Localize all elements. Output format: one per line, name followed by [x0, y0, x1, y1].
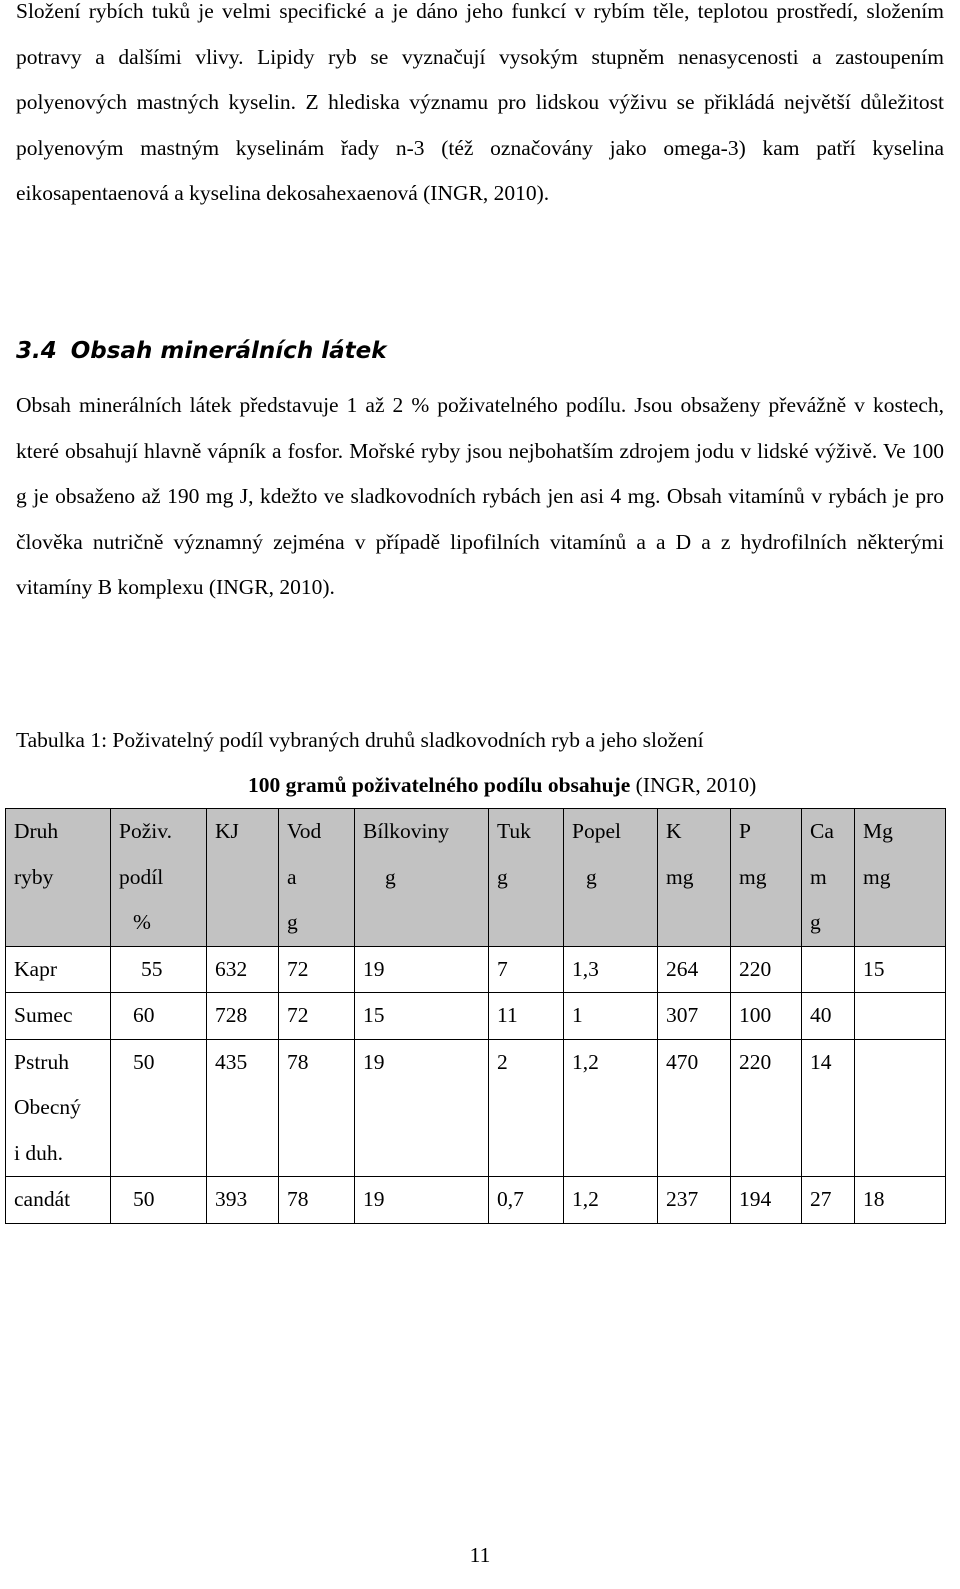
header-popel: Popel g	[564, 809, 658, 947]
header-p: P mg	[731, 809, 802, 947]
table-cell: 19	[355, 1039, 489, 1177]
table-cell: 14	[802, 1039, 855, 1177]
page-number: 11	[469, 1543, 491, 1567]
table-cell: 27	[802, 1177, 855, 1224]
table-cell: 15	[855, 946, 946, 993]
table-cell: 2	[489, 1039, 564, 1177]
section-number: 3.4	[16, 338, 57, 364]
table-cell: 1,3	[564, 946, 658, 993]
section-title: Obsah minerálních látek	[70, 338, 387, 364]
header-tuk: Tuk g	[489, 809, 564, 947]
table-cell: 72	[279, 993, 355, 1040]
header-ca: Ca m g	[802, 809, 855, 947]
table-cell: 40	[802, 993, 855, 1040]
table-cell: 15	[355, 993, 489, 1040]
table-cell: 307	[658, 993, 731, 1040]
table-cell: 393	[207, 1177, 279, 1224]
table-cell: 1,2	[564, 1177, 658, 1224]
table-cell: 264	[658, 946, 731, 993]
fish-name-cell: Kapr	[6, 946, 111, 993]
table-cell	[855, 1039, 946, 1177]
fish-name-cell: Sumec	[6, 993, 111, 1040]
table-cell: 78	[279, 1039, 355, 1177]
table-cell: 728	[207, 993, 279, 1040]
table-cell: 18	[855, 1177, 946, 1224]
fish-name-cell: Pstruh Obecný i duh.	[6, 1039, 111, 1177]
table-cell: 19	[355, 946, 489, 993]
table-cell: 1	[564, 993, 658, 1040]
table-row	[6, 946, 946, 993]
composition-table	[5, 808, 946, 1224]
table-cell: 78	[279, 1177, 355, 1224]
table-row	[6, 993, 946, 1040]
minerals-paragraph: Obsah minerálních látek představuje 1 až 2 % poživatelného podílu. Jsou obsaženy převážně v kostech, které obsahují hlavně vápník a fosfor. Mořské ryby jsou nejbohatším zdrojem jodu v lidské výživě. Ve 100 g je obsaženo až 190 mg J, kdežto ve sladkovodních rybách jen asi 4 mg. Obsah vitamínů v rybách je pro člověka nutričně významný zejména v případě lipofilních vitamínů a a D a z hydrofilních některými vitamíny B komplexu (INGR, 2010).	[16, 393, 944, 599]
table-cell: 435	[207, 1039, 279, 1177]
table-cell: 11	[489, 993, 564, 1040]
table-subcaption-bold: 100 gramů poživatelného podílu obsahuje	[248, 773, 631, 797]
table-cell	[802, 946, 855, 993]
table-cell: 237	[658, 1177, 731, 1224]
table-cell: 220	[731, 946, 802, 993]
intro-paragraph: Složení rybích tuků je velmi specifické a je dáno jeho funkcí v rybím těle, teplotou prostředí, složením potravy a dalšími vlivy. Lipidy ryb se vyznačují vysokým stupněm nenasycenosti a zastoupením polyenových mastných kyselin. Z hlediska významu pro lidskou výživu se přikládá největší důležitost polyenovým mastným kyselinám řady n-3 (též označovány jako omega-3) kam patří kyselina eikosapentaenová a kyselina dekosahexaenová (INGR, 2010).	[16, 0, 944, 205]
table-cell: 220	[731, 1039, 802, 1177]
table-row	[6, 1177, 946, 1224]
table-row	[6, 1039, 946, 1177]
table-subcaption	[248, 763, 756, 808]
table-cell: 50	[111, 1177, 207, 1224]
table-cell: 7	[489, 946, 564, 993]
header-k: K mg	[658, 809, 731, 947]
table-cell: 1,2	[564, 1039, 658, 1177]
table-cell: 0,7	[489, 1177, 564, 1224]
table-cell	[855, 993, 946, 1040]
header-mg: Mg mg	[855, 809, 946, 947]
table-subcaption-source: (INGR, 2010)	[630, 773, 757, 797]
header-druh: Druh ryby	[6, 809, 111, 947]
table-cell: 19	[355, 1177, 489, 1224]
table-cell: 72	[279, 946, 355, 993]
table-cell: 470	[658, 1039, 731, 1177]
header-poziv: Poživ. podíl %	[111, 809, 207, 947]
header-bilkoviny: Bílkoviny g	[355, 809, 489, 947]
fish-name-cell: candát	[6, 1177, 111, 1224]
section-heading	[16, 328, 387, 374]
header-voda: Vod a g	[279, 809, 355, 947]
table-cell: 100	[731, 993, 802, 1040]
table-cell: 50	[111, 1039, 207, 1177]
table-cell: 55	[111, 946, 207, 993]
table-header-row	[6, 809, 946, 947]
table-cell: 632	[207, 946, 279, 993]
table-cell: 60	[111, 993, 207, 1040]
table-caption: Tabulka 1: Poživatelný podíl vybraných druhů sladkovodních ryb a jeho složení	[16, 728, 704, 752]
header-kj: KJ	[207, 809, 279, 947]
table-cell: 194	[731, 1177, 802, 1224]
